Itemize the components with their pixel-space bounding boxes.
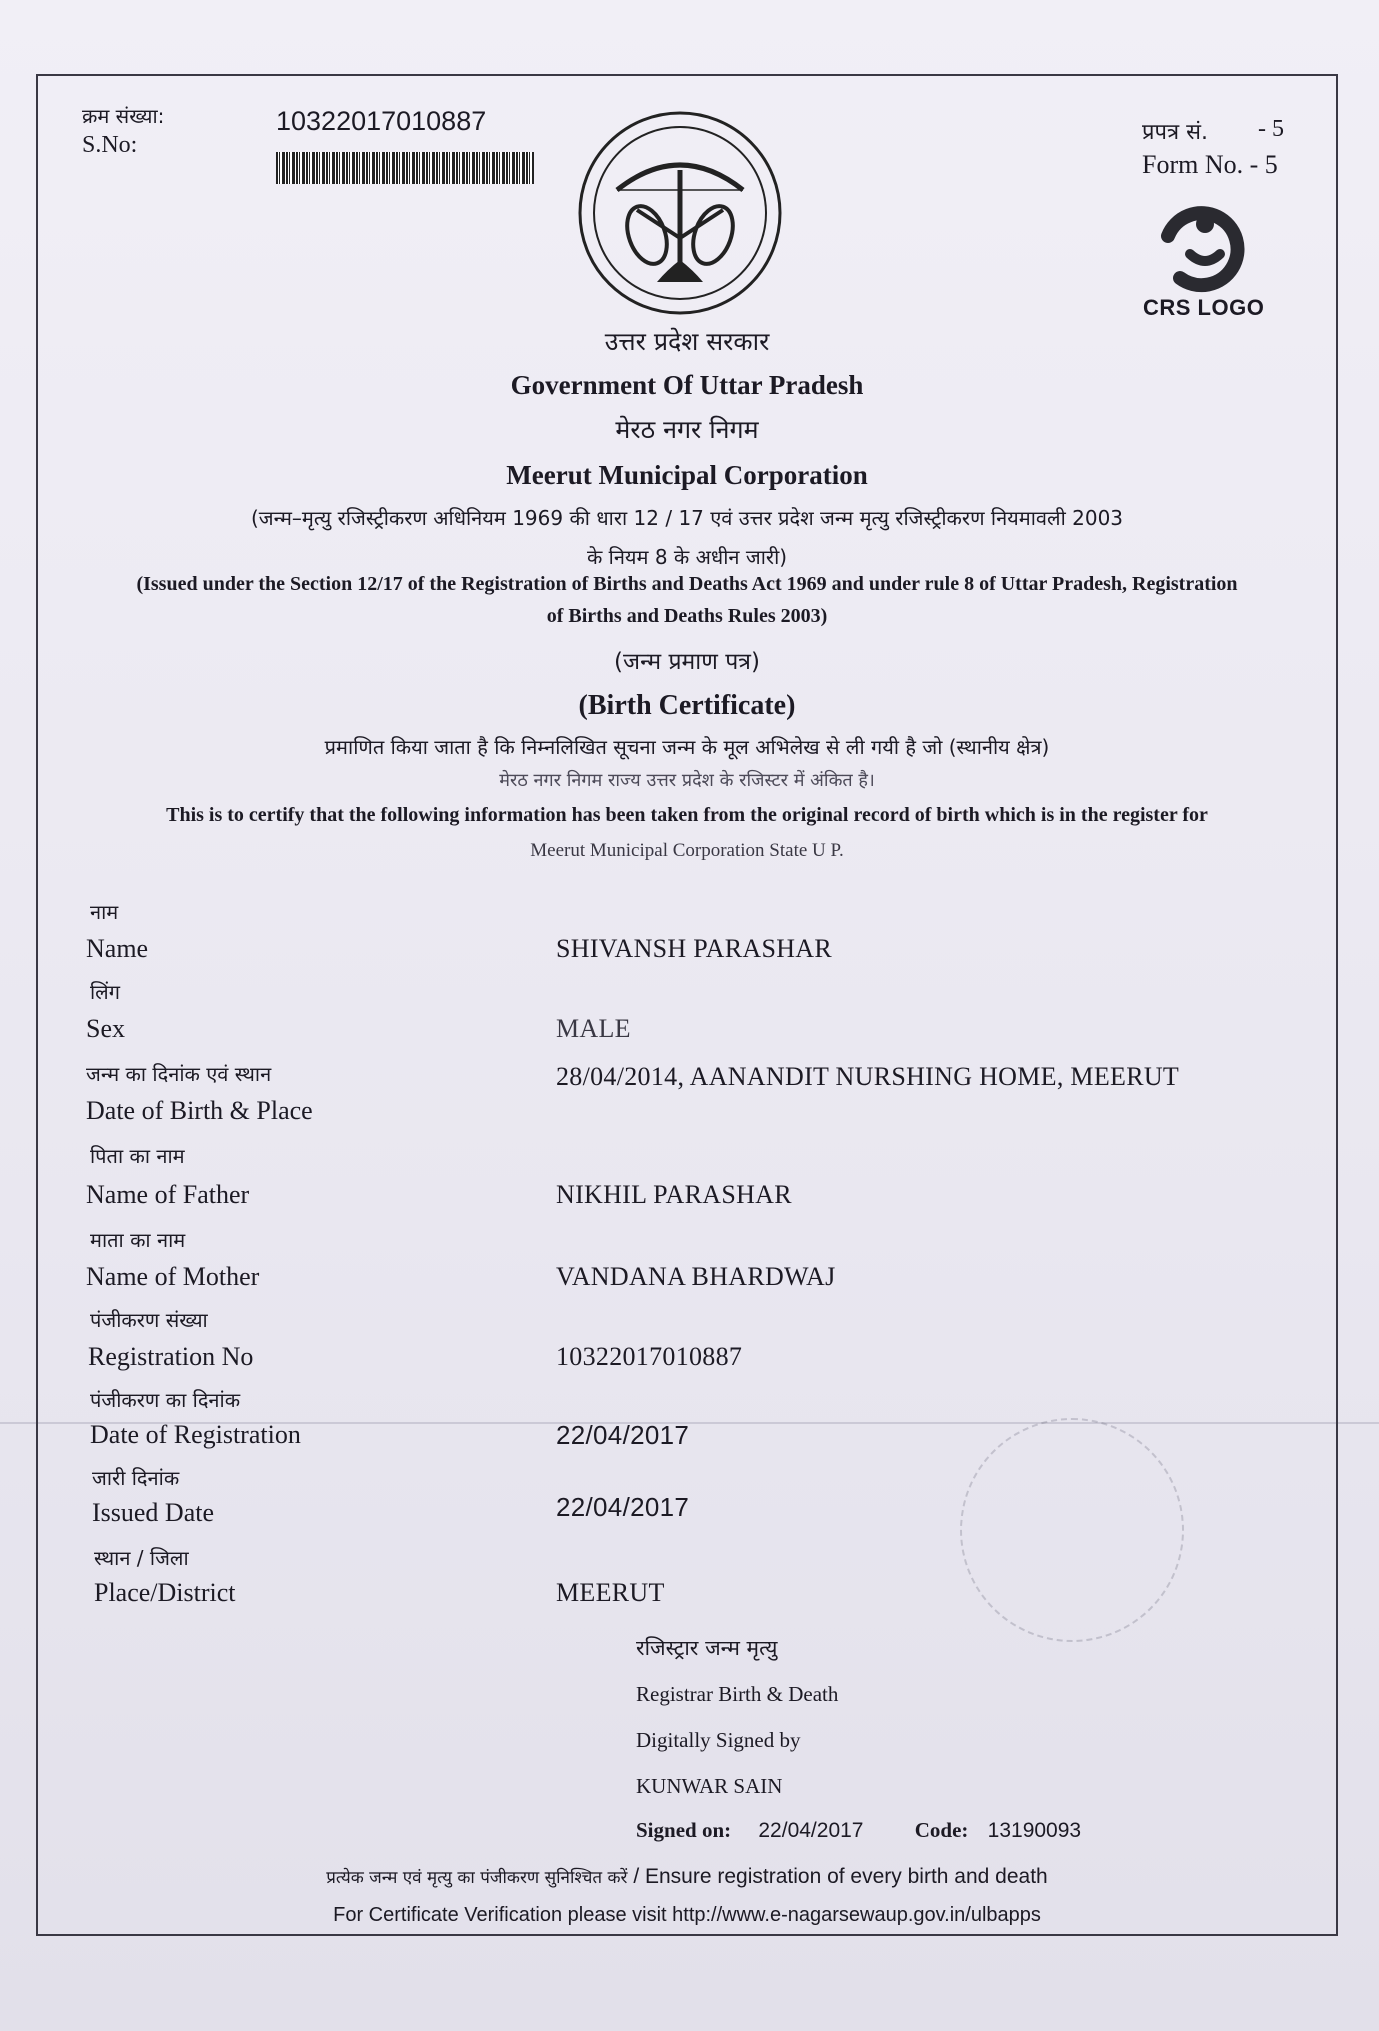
mother-label-hindi: माता का नाम bbox=[90, 1228, 186, 1252]
signature-row bbox=[636, 1818, 1081, 1843]
form-number-text: Form No. - 5 bbox=[1142, 150, 1278, 179]
dob-label: Date of Birth & Place bbox=[86, 1096, 313, 1125]
certification-statement-line1: This is to certify that the following information has been taken from the original record of birth which is in the register for bbox=[166, 804, 1208, 826]
dob-value: 28/04/2014, AANANDIT NURSHING HOME, MEERUT bbox=[556, 1062, 1180, 1091]
certificate-title-hindi: (जन्म प्रमाण पत्र) bbox=[614, 649, 760, 675]
sex-label: Sex bbox=[86, 1014, 125, 1043]
sex-value: MALE bbox=[556, 1014, 631, 1043]
father-value: NIKHIL PARASHAR bbox=[556, 1180, 792, 1209]
registration-number-label: Registration No bbox=[88, 1342, 254, 1371]
place-value: MEERUT bbox=[556, 1578, 665, 1607]
certification-statement-hindi-line1: प्रमाणित किया जाता है कि निम्नलिखित सूचना जन्म के मूल अभिलेख से ली गयी है जो (स्थानीय क्षेत्र) bbox=[324, 735, 1050, 759]
barcode bbox=[276, 152, 534, 184]
corporation-title: Meerut Municipal Corporation bbox=[506, 460, 868, 490]
crs-logo-icon bbox=[1150, 196, 1260, 301]
serial-number-value: 10322017010887 bbox=[276, 106, 487, 136]
registration-date-value: 22/04/2017 bbox=[556, 1420, 690, 1450]
issued-date-label: Issued Date bbox=[92, 1498, 215, 1527]
registration-date-label-hindi: पंजीकरण का दिनांक bbox=[90, 1388, 241, 1412]
government-title: Government Of Uttar Pradesh bbox=[510, 370, 864, 400]
signed-on-label: Signed on: bbox=[636, 1818, 732, 1842]
verification-url-line: For Certificate Verification please visit http://www.e-nagarsewaup.gov.in/ulbapps bbox=[333, 1904, 1041, 1926]
signer-name: KUNWAR SAIN bbox=[636, 1774, 783, 1798]
serial-number-label-hindi: क्रम संख्या: bbox=[82, 104, 165, 128]
corporation-title-hindi: मेरठ नगर निगम bbox=[615, 415, 759, 444]
signed-on-date: 22/04/2017 bbox=[758, 1819, 864, 1842]
government-title-hindi: उत्तर प्रदेश सरकार bbox=[604, 327, 770, 356]
place-label: Place/District bbox=[94, 1578, 236, 1607]
father-label-hindi: पिता का नाम bbox=[90, 1144, 185, 1168]
act-reference-hindi-line1: (जन्म–मृत्यु रजिस्ट्रीकरण अधिनियम 1969 की धारा 12 / 17 एवं उत्तर प्रदेश जन्म मृत्यु रजिस्ट्रीकरण नियमावली 2003 bbox=[250, 506, 1124, 530]
ensure-registration-line bbox=[36, 1864, 1338, 1889]
name-value: SHIVANSH PARASHAR bbox=[556, 934, 833, 963]
ensure-registration-hindi: प्रत्येक जन्म एवं मृत्यु का पंजीकरण सुनिश्चित करें bbox=[326, 1868, 628, 1888]
certificate-title: (Birth Certificate) bbox=[578, 690, 796, 721]
crs-logo-label: CRS LOGO bbox=[1143, 295, 1265, 320]
issued-date-value: 22/04/2017 bbox=[556, 1492, 690, 1522]
name-label-hindi: नाम bbox=[90, 900, 119, 924]
serial-number-label: S.No: bbox=[82, 132, 138, 158]
registration-number-label-hindi: पंजीकरण संख्या bbox=[90, 1308, 208, 1332]
certification-statement-hindi-line2: मेरठ नगर निगम राज्य उत्तर प्रदेश के रजिस्टर में अंकित है। bbox=[499, 770, 875, 791]
dob-label-hindi: जन्म का दिनांक एवं स्थान bbox=[86, 1062, 272, 1086]
act-reference-line2: of Births and Deaths Rules 2003) bbox=[546, 605, 828, 627]
registrar-title-hindi: रजिस्ट्रार जन्म मृत्यु bbox=[636, 1636, 778, 1660]
digitally-signed-label: Digitally Signed by bbox=[636, 1728, 801, 1752]
mother-value: VANDANA BHARDWAJ bbox=[556, 1262, 836, 1291]
faded-seal-stamp bbox=[960, 1418, 1184, 1642]
issued-date-label-hindi: जारी दिनांक bbox=[92, 1466, 180, 1490]
form-number-hindi-value: - 5 bbox=[1258, 116, 1284, 142]
registrar-title: Registrar Birth & Death bbox=[636, 1682, 839, 1706]
name-label: Name bbox=[86, 934, 149, 963]
sex-label-hindi: लिंग bbox=[90, 980, 120, 1004]
uttar-pradesh-emblem-icon bbox=[577, 110, 783, 321]
certification-statement-line2: Meerut Municipal Corporation State U P. bbox=[530, 840, 844, 861]
place-label-hindi: स्थान / जिला bbox=[94, 1546, 189, 1570]
registration-number-value: 10322017010887 bbox=[556, 1342, 743, 1371]
ensure-registration-text: / Ensure registration of every birth and death bbox=[627, 1865, 1048, 1888]
form-number-label bbox=[1142, 150, 1278, 180]
registration-date-label: Date of Registration bbox=[90, 1420, 301, 1449]
code-value: 13190093 bbox=[987, 1819, 1082, 1842]
form-number-label-hindi: प्रपत्र सं. bbox=[1142, 120, 1209, 145]
act-reference-hindi-line2: के नियम 8 के अधीन जारी) bbox=[586, 545, 788, 569]
father-label: Name of Father bbox=[86, 1180, 250, 1209]
code-label: Code: bbox=[914, 1818, 969, 1842]
act-reference-line1: (Issued under the Section 12/17 of the Registration of Births and Deaths Act 1969 and under rule 8 of Uttar Pradesh, Registration bbox=[136, 573, 1238, 595]
mother-label: Name of Mother bbox=[86, 1262, 260, 1291]
